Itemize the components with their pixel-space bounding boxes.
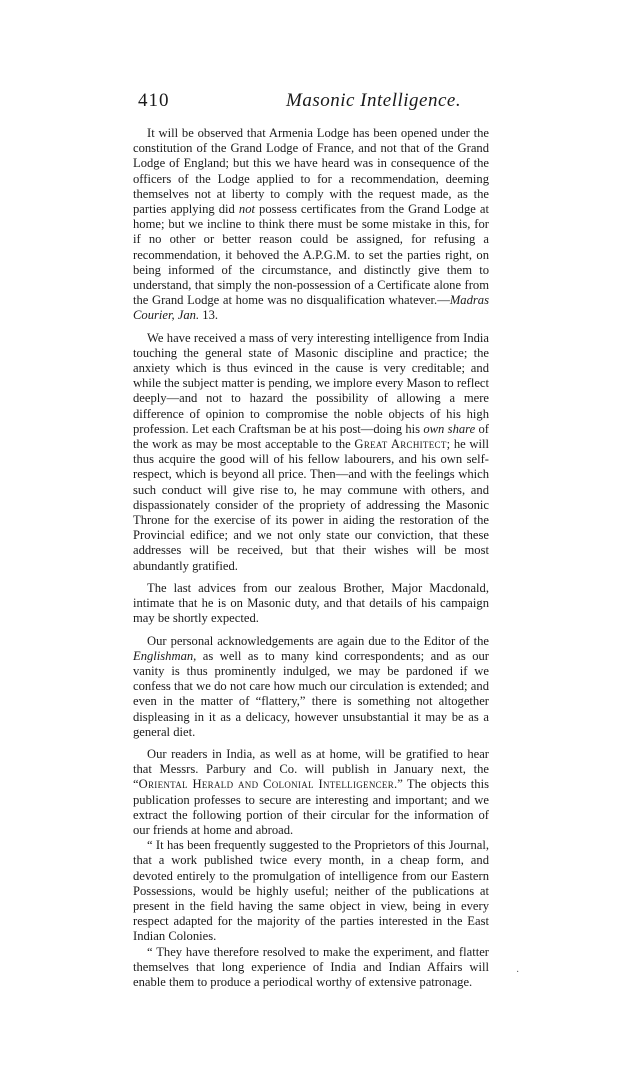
text-run: Our readers in India, as well as at home, will be gratified to hear that Messrs. Parbury and Co. will publish in January next, the “ bbox=[133, 746, 489, 792]
text-run: We have received a mass of very interesting intelligence from India touching the general state of Masonic discipline and practice; the anxiety which is thus evinced in the cause is very creditable; and while the subject matter is pending, we implore every Mason to reflect deeply—and not to hazard the possibility of allowing a mere difference of opinion to compromise the noble objects of his high profession. Let each Craftsman be at his post—doing his bbox=[133, 330, 490, 436]
italic-text: Englishman bbox=[133, 648, 194, 663]
text-run: “ They have therefore resolved to make the experiment, and flatter themselves that long experience of India and Indian Affairs will enable them to produce a periodical worthy of extensive patronage. bbox=[133, 944, 489, 989]
paragraph-2 bbox=[133, 331, 489, 574]
text-run: “ It has been frequently suggested to the Proprietors of this Journal, that a work published twice every month, in a cheap form, and devoted entirely to the promulgation of intelligence from our Eastern Possessions, would be highly useful; neither of the publications at present in the field having the same object in view, being in every respect adapted for the majority of the parties interested in the East Indian Colonies. bbox=[133, 838, 489, 944]
text-run: 13. bbox=[199, 308, 219, 323]
paragraph-1 bbox=[133, 126, 489, 324]
small-caps-text: Great Architect bbox=[354, 437, 447, 452]
text-run: .” The objects this publication professes to secure are interesting and important; and we extract the following portion of their circular for the information of our friends at home and abroad. bbox=[133, 777, 489, 837]
text-run: , as well as to many kind correspondents; and as our vanity is thus prominently indulged, we may be pardoned if we confess that we do not care how much our circulation is extended; and even in the matter of “flattery,” there is something not altogether displeasing in it as a delicacy, however unsubstantial it may be as a general diet. bbox=[133, 648, 489, 739]
paragraph-3 bbox=[133, 581, 489, 627]
text-run: The last advices from our zealous Brother, Major Macdonald, intimate that he is on Masonic duty, and that details of his campaign may be shortly expected. bbox=[133, 580, 489, 626]
page-number: 410 bbox=[138, 90, 170, 111]
stray-ink-mark: · bbox=[516, 967, 520, 978]
paragraph-5 bbox=[133, 747, 489, 838]
italic-text: own share bbox=[423, 421, 476, 436]
paragraph-6 bbox=[133, 838, 489, 944]
running-title: Masonic Intelligence. bbox=[286, 90, 462, 111]
page-header bbox=[138, 90, 488, 116]
italic-text: Madras Courier, Jan. bbox=[133, 293, 489, 323]
text-run: ; he will thus acquire the good will of his fellow labourers, and his own self-respect, which is beyond all price. Then—and with the feelings which such conduct will give rise to, he may commune with others, and dispassionately consider of the propriety of addressing the Masonic Throne for the exercise of its power in aiding the restoration of the Provincial edifice; and we not only state our conviction, that these addresses will be received, but that their wishes will be most abundantly gratified. bbox=[133, 437, 489, 573]
text-run: Our personal acknowledgements are again due to the Editor of the bbox=[147, 633, 489, 648]
body-text bbox=[133, 126, 489, 990]
italic-text: not bbox=[238, 202, 255, 217]
text-run: possess certificates from the Grand Lodge at home; but we incline to think there must be some mistake in this, for if no other or better reason could be assigned, for refusing a recommendation, it behoved the A.P.G.M. to set the parties right, on being informed of the circumstance, and distinctly give them to understand, that simply the non-possession of a Certificate alone from the Grand Lodge at home was no disqualification whatever.— bbox=[133, 202, 489, 308]
text-run: It will be observed that Armenia Lodge has been opened under the constitution of the Grand Lodge of France, and not that of the Grand Lodge of England; but this we have heard was in consequence of the officers of the Lodge applied to for a recommendation, deeming themselves not at liberty to comply with the request made, as the parties applying did bbox=[133, 126, 489, 217]
small-caps-text: Oriental Herald and Colonial Intelligencer bbox=[138, 777, 395, 792]
paragraph-4 bbox=[133, 634, 489, 740]
text-run: of the work as may be most acceptable to the bbox=[133, 421, 489, 452]
paragraph-7 bbox=[133, 945, 489, 991]
